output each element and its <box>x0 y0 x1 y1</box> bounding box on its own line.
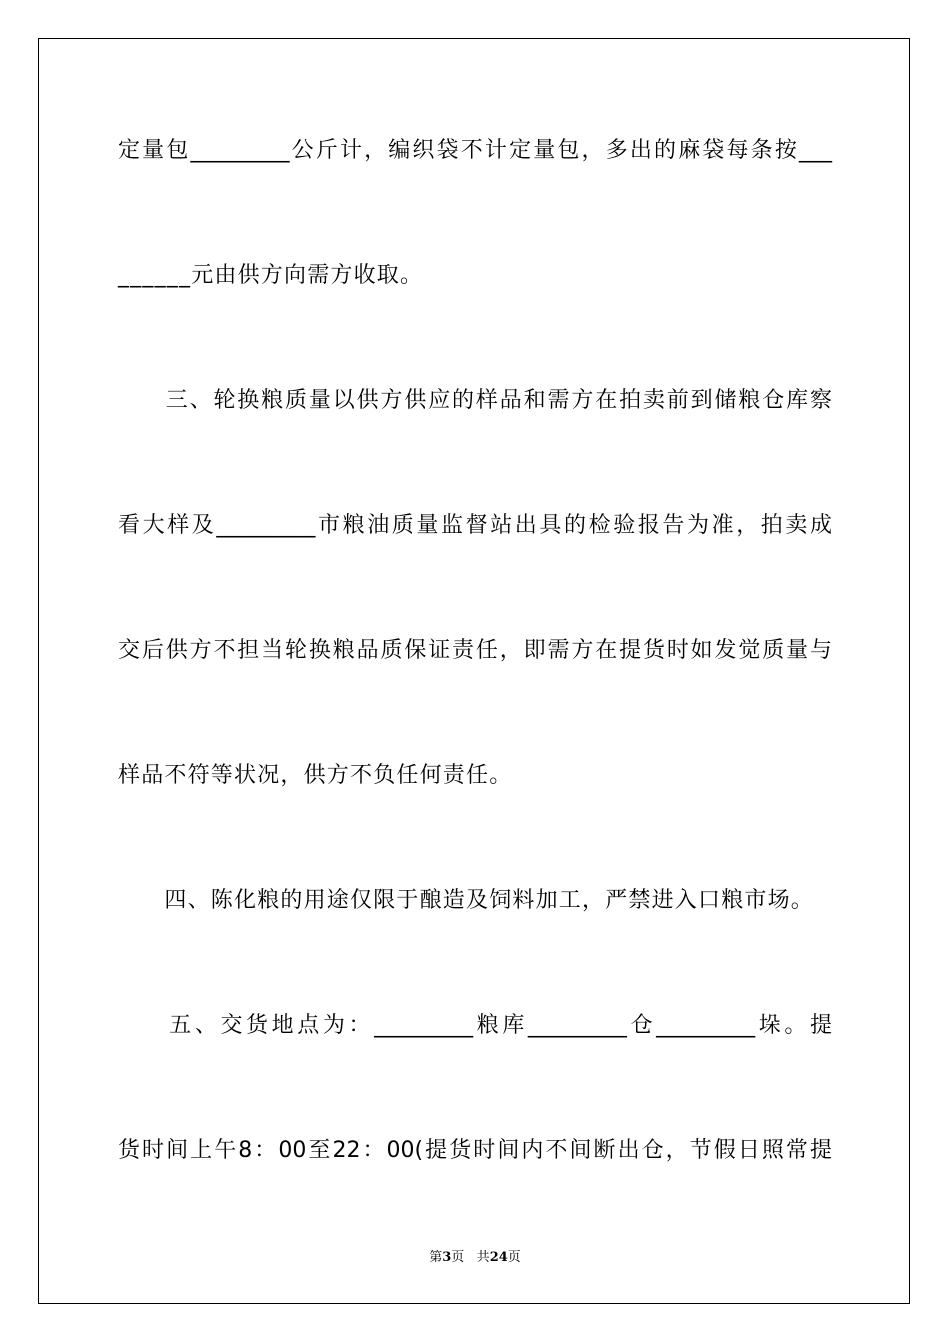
total-prefix: 共 <box>476 1250 490 1265</box>
text-line: 样品不符等状况，供方不负任何责任。 <box>118 763 513 788</box>
page-footer <box>0 1246 950 1265</box>
text-line: 四、陈化粮的用途仅限于酿造及饲料加工，严禁进入口粮市场。 <box>118 888 815 913</box>
page-total: 24 <box>489 1250 508 1265</box>
page-current: 3 <box>442 1250 452 1265</box>
text-line: 交后供方不担当轮换粮品质保证责任，即需方在提货时如发觉质量与 <box>118 638 832 663</box>
text-line: 看大样及_________市粮油质量监督站出具的检验报告为准，拍卖成 <box>118 513 832 538</box>
text-line: 定量包_________公斤计，编织袋不计定量包，多出的麻袋每条按___ <box>118 138 832 163</box>
text-line: 五、交货地点为：_________粮库_________仓_________垛。提 <box>118 1013 832 1038</box>
text-line: ______元由供方向需方收取。 <box>118 263 424 288</box>
document-body <box>118 128 832 1253</box>
text-line: 货时间上午8：00至22：00(提货时间内不间断出仓，节假日照常提 <box>118 1138 832 1163</box>
total-unit: 页 <box>507 1250 521 1265</box>
text-line: 三、轮换粮质量以供方供应的样品和需方在拍卖前到储粮仓库察 <box>118 388 832 413</box>
page-prefix: 第 <box>429 1250 443 1265</box>
page-unit: 页 <box>451 1250 465 1265</box>
